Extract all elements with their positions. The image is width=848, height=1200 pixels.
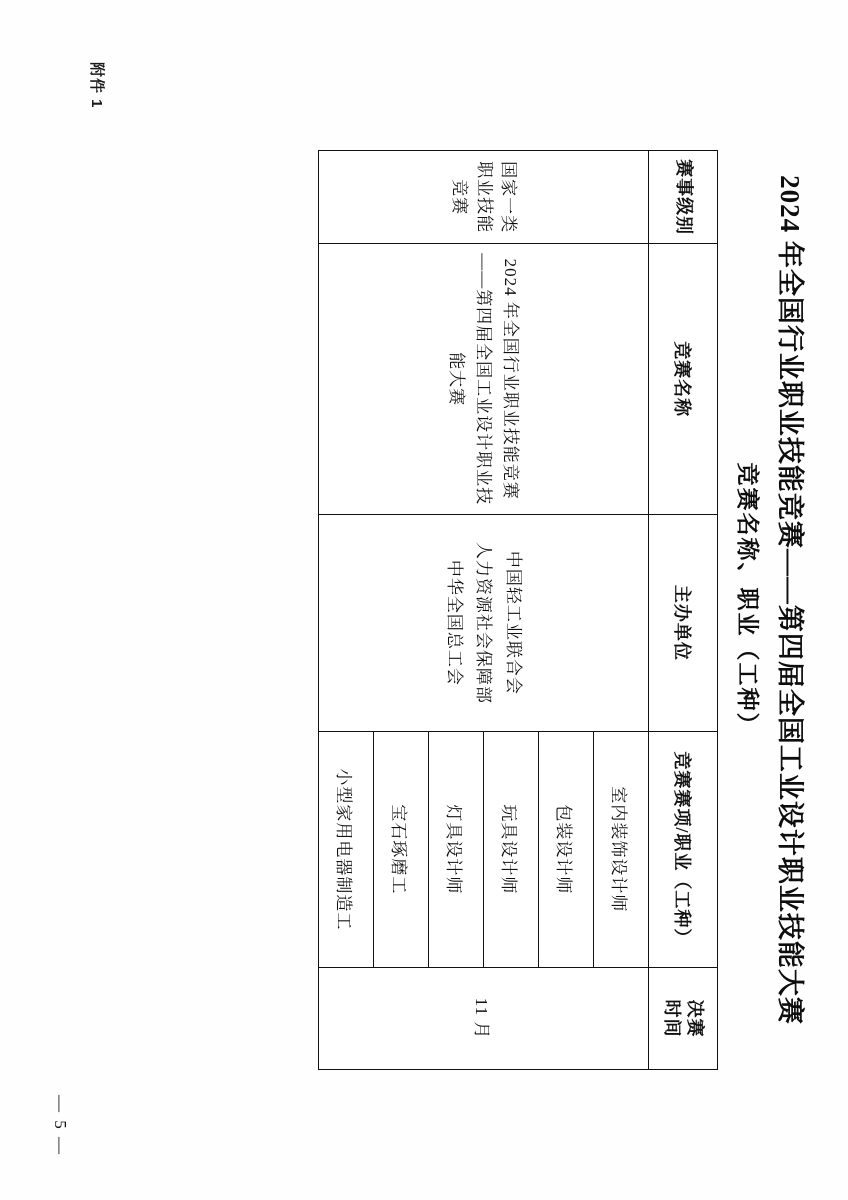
- cell-occupation: 室内装饰设计师: [594, 731, 649, 967]
- cell-occupation: 小型家用电器制造工: [319, 731, 374, 967]
- cell-occupation: 宝石琢磨工: [374, 731, 429, 967]
- header-occupation: 竞赛赛项/职业（工种）: [649, 731, 718, 967]
- page-subtitle: 竞赛名称、职业（工种）: [735, 462, 760, 738]
- cell-occupation: 灯具设计师: [429, 731, 484, 967]
- cell-organizers: [319, 515, 649, 732]
- attachment-label: 附件 1: [88, 62, 105, 109]
- organizer-item: 人力资源社会保障部: [474, 541, 494, 704]
- page-number: — 5 —: [51, 1095, 70, 1156]
- header-final-time: [649, 968, 718, 1070]
- organizer-item: 中华全国总工会: [444, 559, 464, 686]
- cell-final-time: 11 月: [319, 968, 649, 1070]
- table-row: [594, 151, 649, 1070]
- header-organizer: 主办单位: [649, 515, 718, 732]
- competition-table: [318, 150, 718, 1070]
- cell-level: 国家一类职业技能竞赛: [319, 151, 649, 244]
- header-competition-name: 竞赛名称: [649, 244, 718, 515]
- header-final-time-line1: 决赛: [685, 999, 706, 1038]
- cell-occupation: 包装设计师: [539, 731, 594, 967]
- cell-occupation: 玩具设计师: [484, 731, 539, 967]
- cell-competition-name: 2024 年全国行业职业技能竞赛——第四届全国工业设计职业技能大赛: [319, 244, 649, 515]
- page-title: 2024 年全国行业职业技能竞赛——第四届全国工业设计职业技能大赛: [775, 175, 805, 1025]
- organizer-item: 中国轻工业联合会: [504, 550, 524, 695]
- table-header-row: [649, 151, 718, 1070]
- header-level: 赛事级别: [649, 151, 718, 244]
- header-final-time-line2: 时间: [662, 999, 682, 1038]
